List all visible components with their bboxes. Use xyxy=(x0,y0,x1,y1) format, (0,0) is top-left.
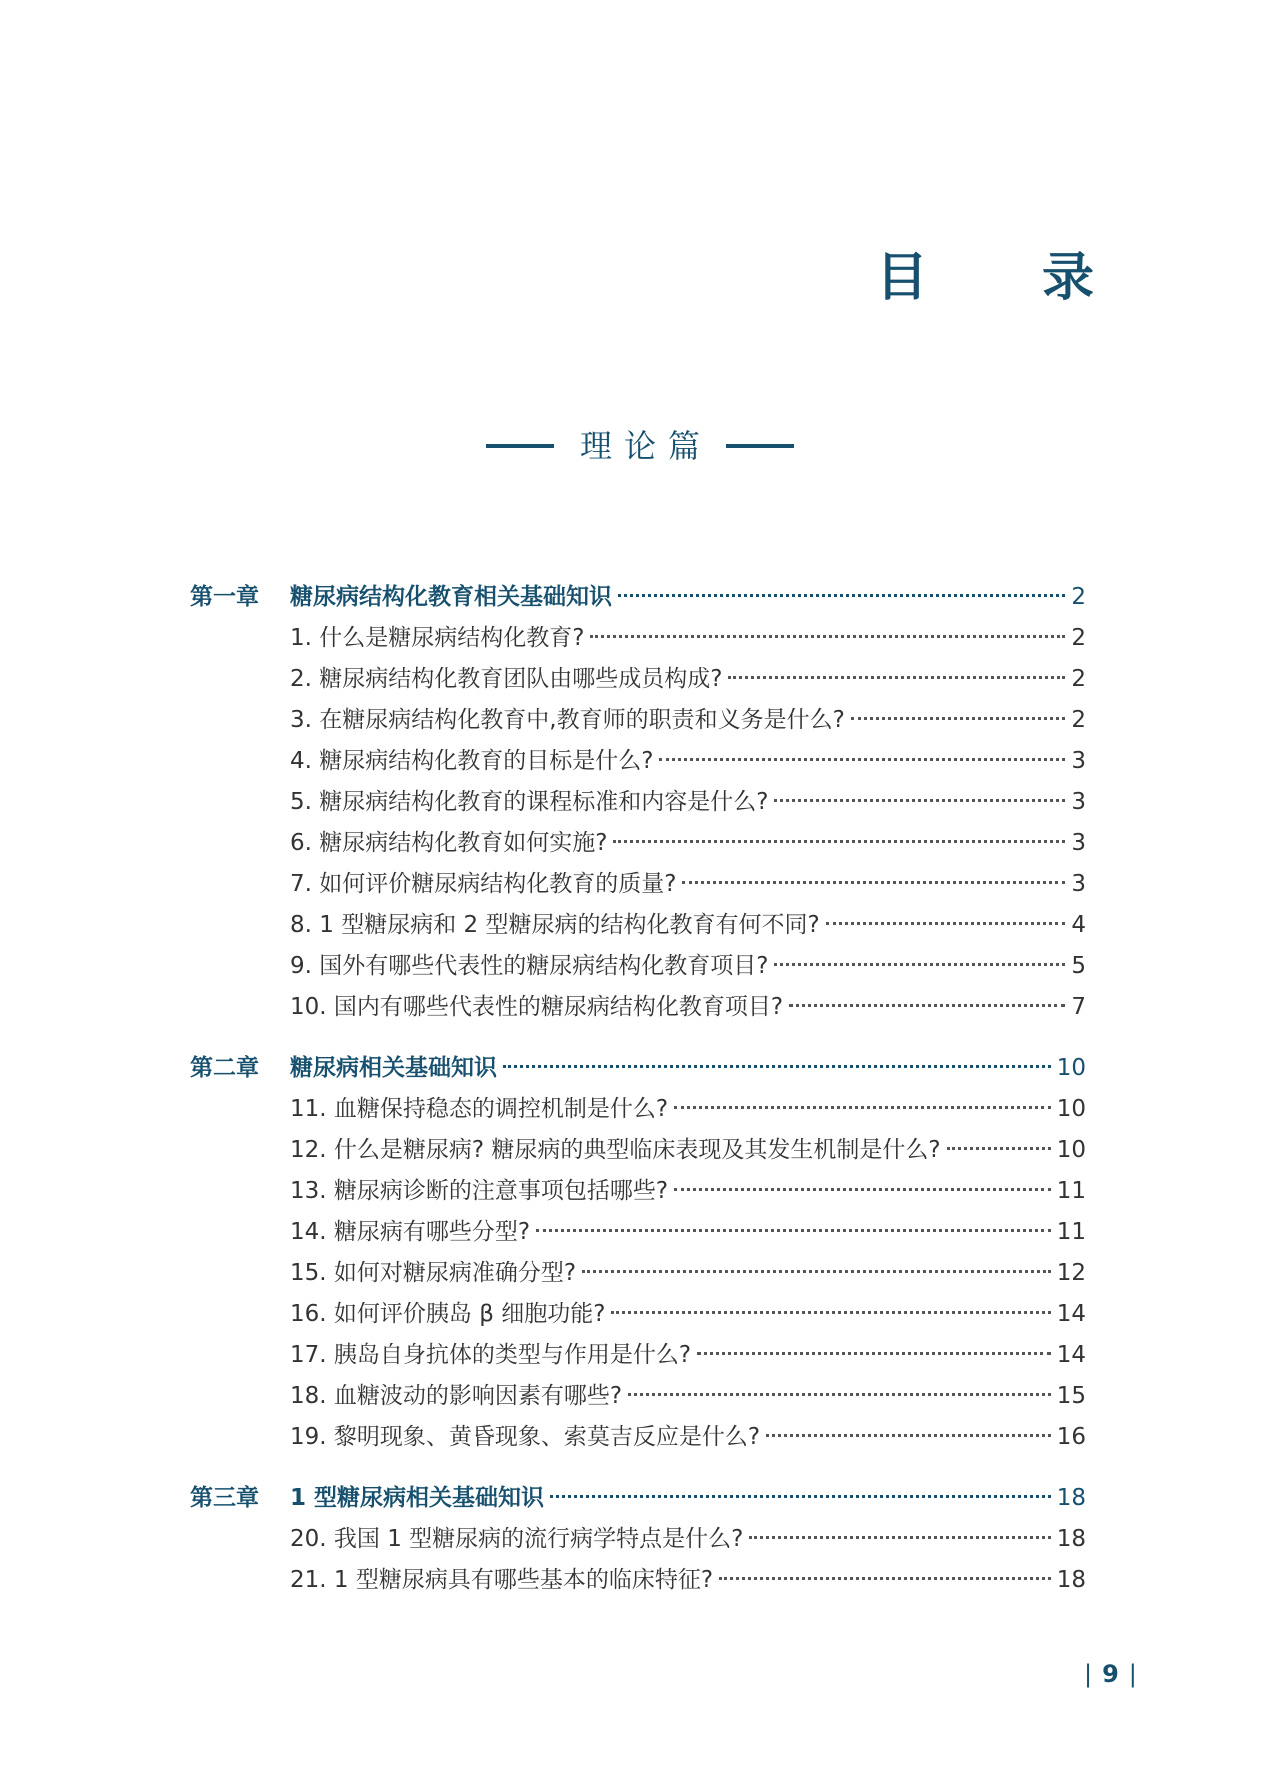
toc-chapter-entry[interactable] xyxy=(190,1478,1086,1519)
dot-leader xyxy=(582,1269,1051,1273)
dot-leader xyxy=(503,1064,1051,1068)
toc-entry[interactable] xyxy=(190,1171,1086,1212)
part-heading-left-rule xyxy=(486,444,554,448)
entry-page: 2 xyxy=(1071,666,1086,692)
entry-page: 5 xyxy=(1071,953,1086,979)
part-heading xyxy=(0,427,1280,465)
dot-leader xyxy=(536,1228,1051,1232)
toc-entry[interactable] xyxy=(190,946,1086,987)
page-title: 目 录 xyxy=(875,248,1142,308)
dot-leader xyxy=(550,1494,1051,1498)
toc-entry[interactable] xyxy=(190,1130,1086,1171)
entry-title: 10. 国内有哪些代表性的糖尿病结构化教育项目? xyxy=(290,994,784,1020)
entry-page: 3 xyxy=(1071,830,1086,856)
toc-entry[interactable] xyxy=(190,1294,1086,1335)
entry-title: 5. 糖尿病结构化教育的课程标准和内容是什么? xyxy=(290,789,769,815)
entry-title: 21. 1 型糖尿病具有哪些基本的临床特征? xyxy=(290,1567,714,1593)
entry-title: 13. 糖尿病诊断的注意事项包括哪些? xyxy=(290,1178,669,1204)
dot-leader xyxy=(719,1576,1051,1580)
entry-page: 3 xyxy=(1071,748,1086,774)
chapter-number: 第三章 xyxy=(190,1485,259,1511)
toc-entry[interactable] xyxy=(190,1089,1086,1130)
entry-page: 11 xyxy=(1056,1178,1086,1204)
entry-title: 11. 血糖保持稳态的调控机制是什么? xyxy=(290,1096,669,1122)
chapter-number: 第二章 xyxy=(190,1055,259,1081)
entry-page: 15 xyxy=(1056,1383,1086,1409)
dot-leader xyxy=(659,757,1065,761)
entry-title: 18. 血糖波动的影响因素有哪些? xyxy=(290,1383,623,1409)
dot-leader xyxy=(728,675,1065,679)
toc-chapter xyxy=(190,1048,1086,1458)
toc-entry[interactable] xyxy=(190,823,1086,864)
part-heading-right-rule xyxy=(726,444,794,448)
toc-entry[interactable] xyxy=(190,700,1086,741)
dot-leader xyxy=(774,962,1065,966)
entry-title: 9. 国外有哪些代表性的糖尿病结构化教育项目? xyxy=(290,953,769,979)
toc-entry[interactable] xyxy=(190,1519,1086,1560)
chapter-title: 糖尿病相关基础知识 xyxy=(290,1055,497,1081)
toc-chapter xyxy=(190,1478,1086,1601)
dot-leader xyxy=(851,716,1066,720)
chapter-title: 1 型糖尿病相关基础知识 xyxy=(290,1485,545,1511)
table-of-contents xyxy=(190,577,1086,1621)
entry-page: 7 xyxy=(1071,994,1086,1020)
toc-chapter-entry[interactable] xyxy=(190,577,1086,618)
part-heading-text: 理论篇 xyxy=(579,427,712,465)
toc-chapter-entry[interactable] xyxy=(190,1048,1086,1089)
dot-leader xyxy=(947,1146,1051,1150)
toc-entry[interactable] xyxy=(190,1253,1086,1294)
entry-page: 10 xyxy=(1056,1096,1086,1122)
toc-chapter xyxy=(190,577,1086,1028)
toc-entry[interactable] xyxy=(190,905,1086,946)
toc-entry[interactable] xyxy=(190,1335,1086,1376)
dot-leader xyxy=(590,634,1065,638)
chapter-number: 第一章 xyxy=(190,584,259,610)
toc-entry[interactable] xyxy=(190,987,1086,1028)
entry-title: 17. 胰岛自身抗体的类型与作用是什么? xyxy=(290,1342,692,1368)
entry-title: 1. 什么是糖尿病结构化教育? xyxy=(290,625,585,651)
toc-entry[interactable] xyxy=(190,1560,1086,1601)
entry-title: 16. 如何评价胰岛 β 细胞功能? xyxy=(290,1301,606,1327)
toc-entry[interactable] xyxy=(190,782,1086,823)
dot-leader xyxy=(697,1351,1051,1355)
entry-page: 16 xyxy=(1056,1424,1086,1450)
entry-page: 10 xyxy=(1056,1137,1086,1163)
toc-entry[interactable] xyxy=(190,1417,1086,1458)
entry-page: 14 xyxy=(1056,1342,1086,1368)
dot-leader xyxy=(749,1535,1050,1539)
dot-leader xyxy=(789,1003,1065,1007)
entry-title: 2. 糖尿病结构化教育团队由哪些成员构成? xyxy=(290,666,723,692)
dot-leader xyxy=(774,798,1065,802)
entry-title: 8. 1 型糖尿病和 2 型糖尿病的结构化教育有何不同? xyxy=(290,912,820,938)
entry-title: 20. 我国 1 型糖尿病的流行病学特点是什么? xyxy=(290,1526,744,1552)
chapter-page: 10 xyxy=(1056,1055,1086,1081)
toc-entry[interactable] xyxy=(190,864,1086,905)
entry-page: 11 xyxy=(1056,1219,1086,1245)
entry-page: 3 xyxy=(1071,789,1086,815)
toc-entry[interactable] xyxy=(190,659,1086,700)
dot-leader xyxy=(618,593,1065,597)
chapter-page: 18 xyxy=(1056,1485,1086,1511)
entry-title: 3. 在糖尿病结构化教育中,教育师的职责和义务是什么? xyxy=(290,707,845,733)
dot-leader xyxy=(826,921,1066,925)
entry-page: 2 xyxy=(1071,707,1086,733)
entry-page: 18 xyxy=(1056,1526,1086,1552)
dot-leader xyxy=(682,880,1065,884)
entry-title: 4. 糖尿病结构化教育的目标是什么? xyxy=(290,748,654,774)
dot-leader xyxy=(674,1105,1051,1109)
dot-leader xyxy=(628,1392,1051,1396)
toc-entry[interactable] xyxy=(190,1212,1086,1253)
entry-title: 19. 黎明现象、黄昏现象、索莫吉反应是什么? xyxy=(290,1424,761,1450)
page-number: |9| xyxy=(1084,1660,1147,1688)
entry-title: 7. 如何评价糖尿病结构化教育的质量? xyxy=(290,871,677,897)
toc-entry[interactable] xyxy=(190,741,1086,782)
dot-leader xyxy=(766,1433,1051,1437)
entry-title: 12. 什么是糖尿病? 糖尿病的典型临床表现及其发生机制是什么? xyxy=(290,1137,941,1163)
entry-title: 15. 如何对糖尿病准确分型? xyxy=(290,1260,577,1286)
toc-entry[interactable] xyxy=(190,1376,1086,1417)
entry-page: 12 xyxy=(1056,1260,1086,1286)
toc-entry[interactable] xyxy=(190,618,1086,659)
dot-leader xyxy=(611,1310,1050,1314)
dot-leader xyxy=(674,1187,1051,1191)
dot-leader xyxy=(613,839,1065,843)
chapter-title: 糖尿病结构化教育相关基础知识 xyxy=(290,584,612,610)
entry-page: 14 xyxy=(1056,1301,1086,1327)
entry-page: 18 xyxy=(1056,1567,1086,1593)
entry-page: 2 xyxy=(1071,625,1086,651)
entry-page: 3 xyxy=(1071,871,1086,897)
page-number-value: 9 xyxy=(1102,1660,1129,1688)
entry-page: 4 xyxy=(1071,912,1086,938)
chapter-page: 2 xyxy=(1071,584,1086,610)
entry-title: 14. 糖尿病有哪些分型? xyxy=(290,1219,531,1245)
entry-title: 6. 糖尿病结构化教育如何实施? xyxy=(290,830,608,856)
